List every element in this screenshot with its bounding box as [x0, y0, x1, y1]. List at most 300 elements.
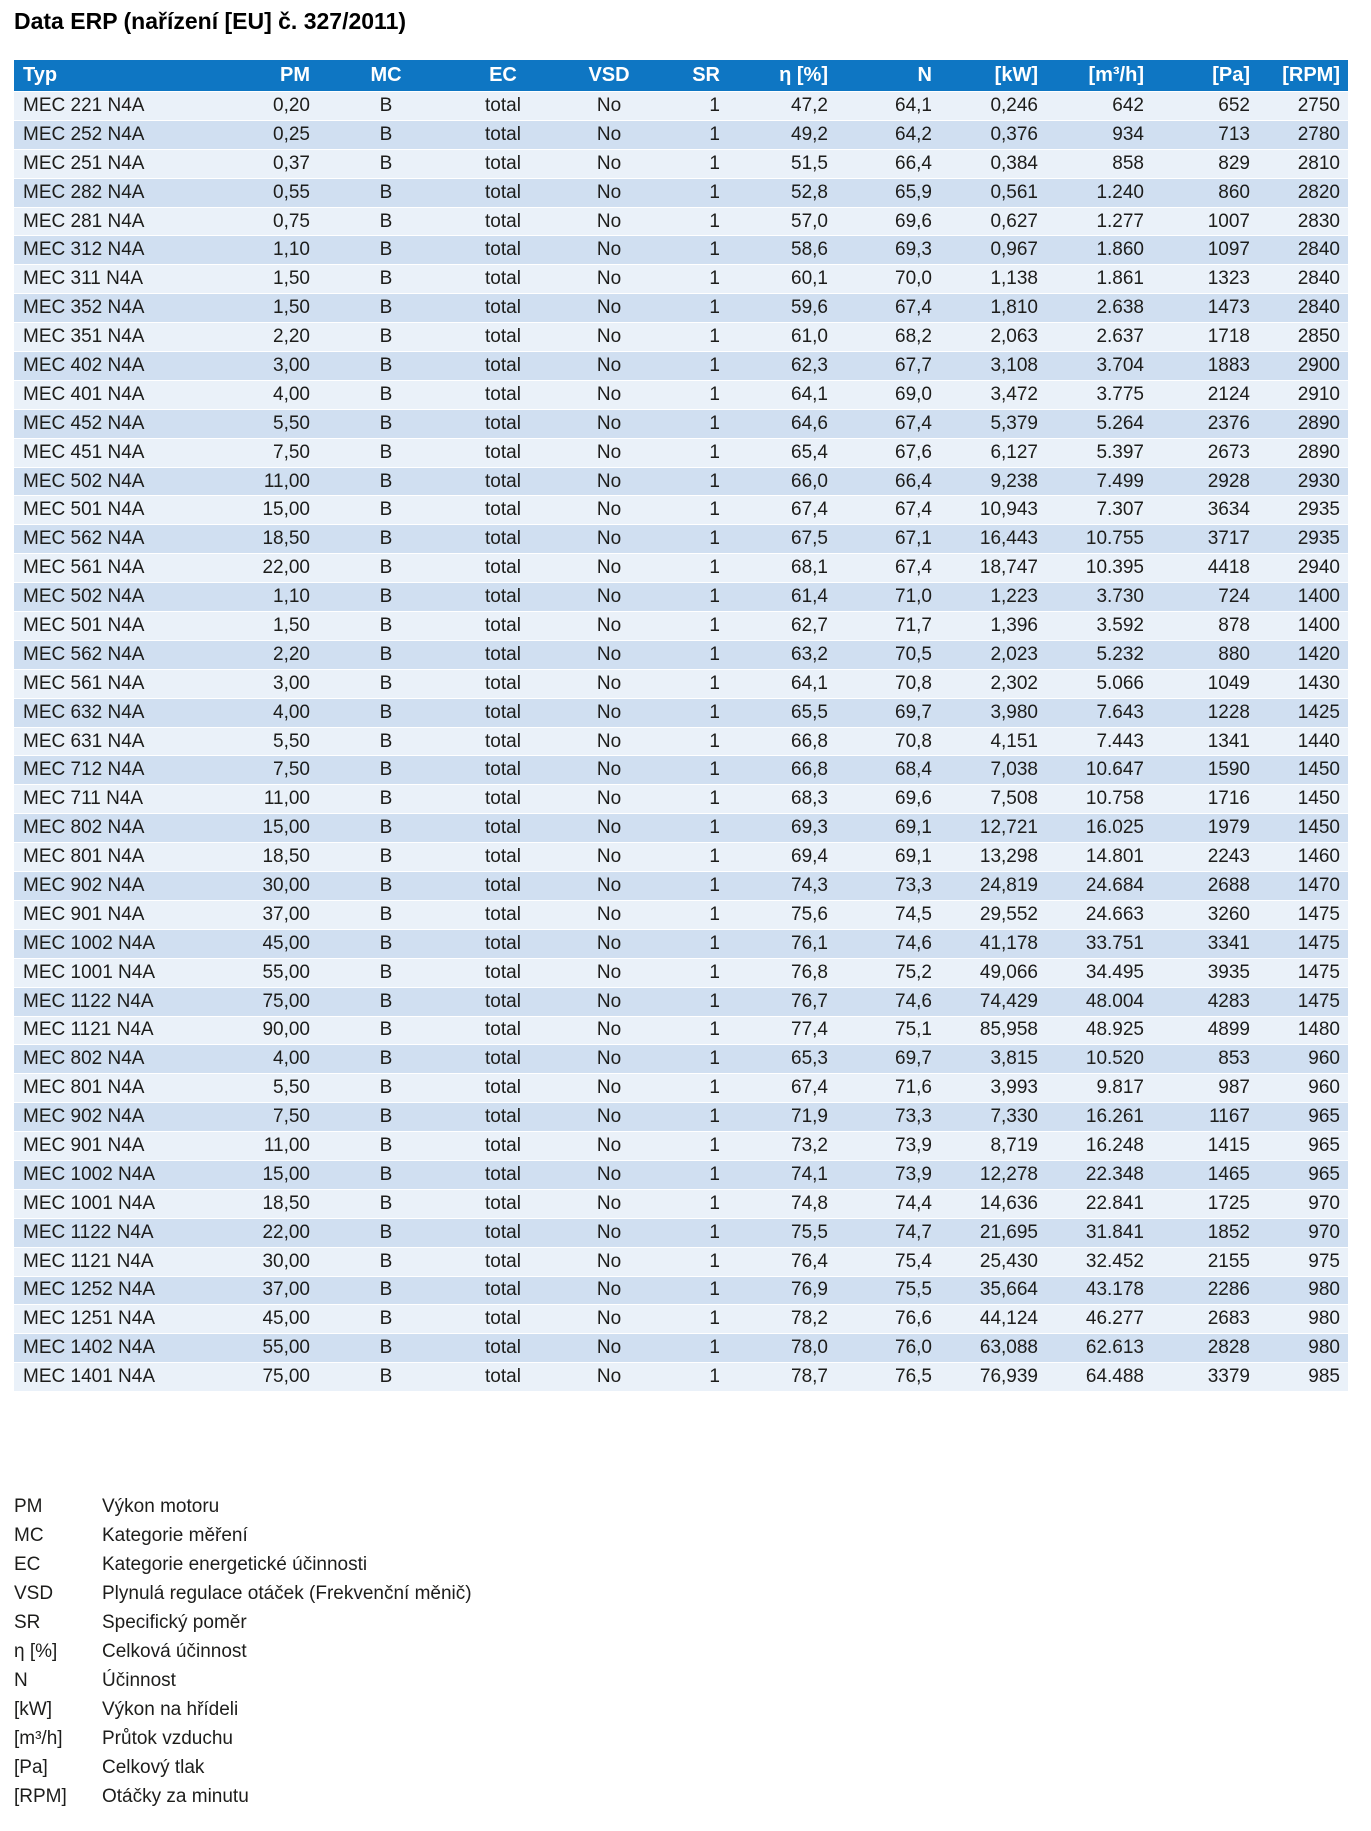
cell-eta: 47,2	[730, 92, 838, 121]
cell-ec: total	[452, 641, 554, 670]
column-header-rpm: [RPM]	[1260, 60, 1348, 92]
cell-sr: 1	[664, 150, 730, 179]
cell-rpm: 980	[1260, 1305, 1348, 1334]
cell-pa: 878	[1154, 612, 1260, 641]
table-row	[14, 814, 1348, 843]
cell-mc: B	[320, 1277, 452, 1306]
cell-n: 75,5	[838, 1277, 942, 1306]
cell-kw: 1,223	[942, 583, 1048, 612]
cell-n: 76,0	[838, 1334, 942, 1363]
cell-eta: 66,0	[730, 468, 838, 497]
cell-m3h: 16.261	[1048, 1103, 1154, 1132]
cell-pa: 853	[1154, 1045, 1260, 1074]
cell-kw: 8,719	[942, 1132, 1048, 1161]
cell-vsd: No	[554, 843, 664, 872]
cell-m3h: 10.755	[1048, 525, 1154, 554]
cell-n: 74,4	[838, 1190, 942, 1219]
legend-description: Specifický poměr	[102, 1611, 247, 1633]
table-row	[14, 959, 1348, 988]
cell-vsd: No	[554, 872, 664, 901]
cell-pm: 18,50	[230, 525, 320, 554]
cell-sr: 1	[664, 323, 730, 352]
cell-n: 74,6	[838, 988, 942, 1017]
cell-ec: total	[452, 1248, 554, 1277]
cell-pa: 1590	[1154, 756, 1260, 785]
cell-m3h: 16.248	[1048, 1132, 1154, 1161]
cell-m3h: 48.004	[1048, 988, 1154, 1017]
cell-pm: 37,00	[230, 901, 320, 930]
legend-abbr: [RPM]	[14, 1785, 67, 1807]
cell-typ: MEC 351 N4A	[14, 323, 230, 352]
cell-vsd: No	[554, 381, 664, 410]
cell-vsd: No	[554, 670, 664, 699]
cell-rpm: 1420	[1260, 641, 1348, 670]
cell-eta: 73,2	[730, 1132, 838, 1161]
cell-typ: MEC 1121 N4A	[14, 1017, 230, 1046]
cell-typ: MEC 311 N4A	[14, 265, 230, 294]
cell-ec: total	[452, 843, 554, 872]
cell-mc: B	[320, 208, 452, 237]
cell-pa: 1415	[1154, 1132, 1260, 1161]
cell-vsd: No	[554, 236, 664, 265]
cell-pa: 1979	[1154, 814, 1260, 843]
table-row	[14, 1017, 1348, 1046]
cell-kw: 3,108	[942, 352, 1048, 381]
cell-eta: 76,4	[730, 1248, 838, 1277]
cell-ec: total	[452, 323, 554, 352]
cell-rpm: 985	[1260, 1363, 1348, 1392]
cell-m3h: 34.495	[1048, 959, 1154, 988]
cell-pm: 1,10	[230, 236, 320, 265]
column-header-typ: Typ	[14, 60, 230, 92]
cell-n: 69,1	[838, 814, 942, 843]
cell-mc: B	[320, 179, 452, 208]
table-row	[14, 1045, 1348, 1074]
legend-item	[14, 1782, 472, 1811]
cell-vsd: No	[554, 641, 664, 670]
cell-typ: MEC 402 N4A	[14, 352, 230, 381]
cell-m3h: 33.751	[1048, 930, 1154, 959]
cell-kw: 85,958	[942, 1017, 1048, 1046]
cell-sr: 1	[664, 872, 730, 901]
cell-ec: total	[452, 901, 554, 930]
cell-mc: B	[320, 496, 452, 525]
cell-rpm: 1475	[1260, 930, 1348, 959]
cell-rpm: 975	[1260, 1248, 1348, 1277]
cell-kw: 14,636	[942, 1190, 1048, 1219]
cell-pa: 3717	[1154, 525, 1260, 554]
cell-typ: MEC 712 N4A	[14, 756, 230, 785]
cell-kw: 10,943	[942, 496, 1048, 525]
cell-eta: 71,9	[730, 1103, 838, 1132]
cell-eta: 49,2	[730, 121, 838, 150]
cell-kw: 13,298	[942, 843, 1048, 872]
cell-pm: 1,50	[230, 612, 320, 641]
cell-sr: 1	[664, 208, 730, 237]
cell-m3h: 1.860	[1048, 236, 1154, 265]
table-row	[14, 1363, 1348, 1392]
cell-pm: 75,00	[230, 1363, 320, 1392]
cell-n: 70,8	[838, 670, 942, 699]
cell-kw: 74,429	[942, 988, 1048, 1017]
cell-mc: B	[320, 728, 452, 757]
cell-kw: 63,088	[942, 1334, 1048, 1363]
cell-vsd: No	[554, 92, 664, 121]
cell-pm: 1,10	[230, 583, 320, 612]
cell-vsd: No	[554, 265, 664, 294]
cell-ec: total	[452, 294, 554, 323]
cell-typ: MEC 282 N4A	[14, 179, 230, 208]
cell-m3h: 3.730	[1048, 583, 1154, 612]
cell-pm: 4,00	[230, 699, 320, 728]
cell-eta: 76,1	[730, 930, 838, 959]
cell-typ: MEC 1401 N4A	[14, 1363, 230, 1392]
cell-typ: MEC 281 N4A	[14, 208, 230, 237]
cell-kw: 2,063	[942, 323, 1048, 352]
cell-ec: total	[452, 265, 554, 294]
cell-pa: 2155	[1154, 1248, 1260, 1277]
cell-m3h: 7.643	[1048, 699, 1154, 728]
cell-mc: B	[320, 843, 452, 872]
cell-eta: 64,1	[730, 670, 838, 699]
cell-sr: 1	[664, 554, 730, 583]
cell-typ: MEC 502 N4A	[14, 583, 230, 612]
cell-sr: 1	[664, 641, 730, 670]
cell-pa: 1465	[1154, 1161, 1260, 1190]
cell-mc: B	[320, 236, 452, 265]
legend-item	[14, 1753, 472, 1782]
cell-pm: 5,50	[230, 728, 320, 757]
cell-kw: 24,819	[942, 872, 1048, 901]
cell-vsd: No	[554, 496, 664, 525]
cell-typ: MEC 1402 N4A	[14, 1334, 230, 1363]
table-row	[14, 554, 1348, 583]
cell-n: 71,7	[838, 612, 942, 641]
cell-eta: 65,3	[730, 1045, 838, 1074]
cell-rpm: 970	[1260, 1219, 1348, 1248]
cell-pa: 1097	[1154, 236, 1260, 265]
cell-eta: 67,5	[730, 525, 838, 554]
legend-item	[14, 1608, 472, 1637]
page-title: Data ERP (nařízení [EU] č. 327/2011)	[14, 8, 407, 34]
cell-vsd: No	[554, 814, 664, 843]
cell-m3h: 858	[1048, 150, 1154, 179]
cell-vsd: No	[554, 1103, 664, 1132]
cell-sr: 1	[664, 1248, 730, 1277]
cell-vsd: No	[554, 728, 664, 757]
cell-eta: 78,7	[730, 1363, 838, 1392]
cell-pa: 713	[1154, 121, 1260, 150]
cell-pm: 2,20	[230, 323, 320, 352]
cell-sr: 1	[664, 236, 730, 265]
cell-rpm: 1450	[1260, 785, 1348, 814]
cell-pm: 75,00	[230, 988, 320, 1017]
cell-pa: 1228	[1154, 699, 1260, 728]
cell-ec: total	[452, 236, 554, 265]
cell-rpm: 2810	[1260, 150, 1348, 179]
cell-rpm: 965	[1260, 1161, 1348, 1190]
cell-pm: 18,50	[230, 1190, 320, 1219]
table-row	[14, 352, 1348, 381]
cell-m3h: 1.240	[1048, 179, 1154, 208]
cell-pa: 1883	[1154, 352, 1260, 381]
cell-eta: 76,9	[730, 1277, 838, 1306]
cell-eta: 62,7	[730, 612, 838, 641]
cell-n: 73,3	[838, 1103, 942, 1132]
cell-n: 64,2	[838, 121, 942, 150]
cell-pm: 0,37	[230, 150, 320, 179]
table-row	[14, 179, 1348, 208]
cell-pa: 2243	[1154, 843, 1260, 872]
cell-eta: 74,3	[730, 872, 838, 901]
cell-m3h: 48.925	[1048, 1017, 1154, 1046]
cell-pa: 1852	[1154, 1219, 1260, 1248]
table-header-row	[14, 60, 1348, 92]
cell-vsd: No	[554, 699, 664, 728]
cell-mc: B	[320, 352, 452, 381]
cell-ec: total	[452, 1132, 554, 1161]
abbreviation-legend	[14, 1492, 472, 1811]
cell-mc: B	[320, 670, 452, 699]
cell-mc: B	[320, 525, 452, 554]
cell-vsd: No	[554, 294, 664, 323]
cell-ec: total	[452, 756, 554, 785]
cell-typ: MEC 1002 N4A	[14, 1161, 230, 1190]
cell-rpm: 970	[1260, 1190, 1348, 1219]
cell-mc: B	[320, 699, 452, 728]
cell-rpm: 2910	[1260, 381, 1348, 410]
cell-mc: B	[320, 641, 452, 670]
cell-ec: total	[452, 959, 554, 988]
table-row	[14, 988, 1348, 1017]
cell-sr: 1	[664, 728, 730, 757]
cell-pm: 22,00	[230, 554, 320, 583]
cell-rpm: 2840	[1260, 265, 1348, 294]
cell-eta: 51,5	[730, 150, 838, 179]
cell-pa: 4418	[1154, 554, 1260, 583]
cell-mc: B	[320, 468, 452, 497]
cell-kw: 2,302	[942, 670, 1048, 699]
cell-typ: MEC 901 N4A	[14, 901, 230, 930]
cell-rpm: 965	[1260, 1103, 1348, 1132]
cell-typ: MEC 631 N4A	[14, 728, 230, 757]
cell-ec: total	[452, 1045, 554, 1074]
cell-pm: 0,75	[230, 208, 320, 237]
cell-rpm: 2820	[1260, 179, 1348, 208]
cell-typ: MEC 901 N4A	[14, 1132, 230, 1161]
cell-ec: total	[452, 1277, 554, 1306]
cell-typ: MEC 802 N4A	[14, 814, 230, 843]
cell-sr: 1	[664, 1277, 730, 1306]
legend-description: Výkon na hřídeli	[102, 1698, 239, 1720]
cell-n: 74,7	[838, 1219, 942, 1248]
cell-eta: 59,6	[730, 294, 838, 323]
cell-ec: total	[452, 150, 554, 179]
cell-m3h: 2.638	[1048, 294, 1154, 323]
cell-vsd: No	[554, 1277, 664, 1306]
cell-pa: 2376	[1154, 410, 1260, 439]
legend-item	[14, 1666, 472, 1695]
cell-pm: 0,20	[230, 92, 320, 121]
cell-pa: 1473	[1154, 294, 1260, 323]
cell-rpm: 2935	[1260, 496, 1348, 525]
cell-typ: MEC 561 N4A	[14, 554, 230, 583]
cell-eta: 60,1	[730, 265, 838, 294]
cell-pm: 3,00	[230, 670, 320, 699]
cell-rpm: 960	[1260, 1074, 1348, 1103]
table-row	[14, 1103, 1348, 1132]
cell-pa: 880	[1154, 641, 1260, 670]
cell-vsd: No	[554, 1334, 664, 1363]
cell-sr: 1	[664, 1219, 730, 1248]
cell-mc: B	[320, 1103, 452, 1132]
cell-pa: 2673	[1154, 439, 1260, 468]
cell-mc: B	[320, 901, 452, 930]
cell-kw: 25,430	[942, 1248, 1048, 1277]
cell-rpm: 2840	[1260, 236, 1348, 265]
cell-pm: 55,00	[230, 1334, 320, 1363]
cell-kw: 0,561	[942, 179, 1048, 208]
cell-kw: 4,151	[942, 728, 1048, 757]
cell-mc: B	[320, 265, 452, 294]
table-row	[14, 265, 1348, 294]
cell-sr: 1	[664, 1334, 730, 1363]
cell-pa: 2828	[1154, 1334, 1260, 1363]
cell-pm: 11,00	[230, 785, 320, 814]
cell-mc: B	[320, 1219, 452, 1248]
cell-eta: 61,0	[730, 323, 838, 352]
cell-pm: 7,50	[230, 1103, 320, 1132]
legend-description: Výkon motoru	[102, 1495, 220, 1517]
cell-ec: total	[452, 381, 554, 410]
cell-vsd: No	[554, 1219, 664, 1248]
cell-ec: total	[452, 352, 554, 381]
cell-n: 67,4	[838, 554, 942, 583]
cell-kw: 44,124	[942, 1305, 1048, 1334]
cell-kw: 12,721	[942, 814, 1048, 843]
cell-rpm: 1425	[1260, 699, 1348, 728]
cell-m3h: 32.452	[1048, 1248, 1154, 1277]
table-row	[14, 1277, 1348, 1306]
cell-sr: 1	[664, 988, 730, 1017]
cell-rpm: 2900	[1260, 352, 1348, 381]
cell-rpm: 1450	[1260, 756, 1348, 785]
cell-typ: MEC 801 N4A	[14, 1074, 230, 1103]
cell-sr: 1	[664, 121, 730, 150]
legend-item	[14, 1492, 472, 1521]
table-row	[14, 410, 1348, 439]
cell-n: 69,7	[838, 1045, 942, 1074]
cell-pa: 1716	[1154, 785, 1260, 814]
cell-sr: 1	[664, 756, 730, 785]
table-row	[14, 612, 1348, 641]
legend-abbr: [m³/h]	[14, 1727, 63, 1749]
cell-mc: B	[320, 1161, 452, 1190]
cell-ec: total	[452, 554, 554, 583]
cell-kw: 76,939	[942, 1363, 1048, 1392]
cell-kw: 0,376	[942, 121, 1048, 150]
cell-sr: 1	[664, 468, 730, 497]
cell-pa: 2688	[1154, 872, 1260, 901]
cell-mc: B	[320, 1363, 452, 1392]
cell-pa: 1341	[1154, 728, 1260, 757]
cell-sr: 1	[664, 814, 730, 843]
cell-typ: MEC 711 N4A	[14, 785, 230, 814]
cell-m3h: 64.488	[1048, 1363, 1154, 1392]
cell-ec: total	[452, 92, 554, 121]
cell-mc: B	[320, 583, 452, 612]
cell-kw: 18,747	[942, 554, 1048, 583]
cell-kw: 7,330	[942, 1103, 1048, 1132]
cell-pa: 1167	[1154, 1103, 1260, 1132]
cell-pm: 5,50	[230, 1074, 320, 1103]
cell-ec: total	[452, 439, 554, 468]
table-body	[14, 92, 1348, 1392]
cell-pm: 3,00	[230, 352, 320, 381]
cell-typ: MEC 562 N4A	[14, 525, 230, 554]
column-header-pa: [Pa]	[1154, 60, 1260, 92]
cell-vsd: No	[554, 1305, 664, 1334]
cell-m3h: 7.499	[1048, 468, 1154, 497]
cell-m3h: 5.264	[1048, 410, 1154, 439]
cell-eta: 52,8	[730, 179, 838, 208]
cell-ec: total	[452, 208, 554, 237]
legend-description: Celková účinnost	[102, 1640, 247, 1662]
cell-n: 67,6	[838, 439, 942, 468]
cell-eta: 67,4	[730, 1074, 838, 1103]
table-row	[14, 150, 1348, 179]
cell-n: 64,1	[838, 92, 942, 121]
cell-mc: B	[320, 1017, 452, 1046]
cell-pa: 1323	[1154, 265, 1260, 294]
cell-sr: 1	[664, 294, 730, 323]
table-row	[14, 236, 1348, 265]
cell-vsd: No	[554, 121, 664, 150]
cell-eta: 74,8	[730, 1190, 838, 1219]
table-row	[14, 1161, 1348, 1190]
cell-typ: MEC 352 N4A	[14, 294, 230, 323]
cell-n: 69,1	[838, 843, 942, 872]
cell-m3h: 14.801	[1048, 843, 1154, 872]
legend-abbr: [kW]	[14, 1698, 52, 1720]
cell-kw: 7,508	[942, 785, 1048, 814]
cell-m3h: 7.443	[1048, 728, 1154, 757]
cell-eta: 74,1	[730, 1161, 838, 1190]
legend-abbr: EC	[14, 1553, 41, 1575]
erp-data-table	[14, 60, 1348, 1392]
cell-m3h: 10.520	[1048, 1045, 1154, 1074]
cell-rpm: 1400	[1260, 612, 1348, 641]
cell-rpm: 2890	[1260, 439, 1348, 468]
cell-rpm: 2840	[1260, 294, 1348, 323]
column-header-vsd: VSD	[554, 60, 664, 92]
cell-rpm: 1400	[1260, 583, 1348, 612]
cell-pa: 724	[1154, 583, 1260, 612]
cell-vsd: No	[554, 1363, 664, 1392]
cell-sr: 1	[664, 843, 730, 872]
cell-m3h: 2.637	[1048, 323, 1154, 352]
cell-rpm: 980	[1260, 1334, 1348, 1363]
cell-ec: total	[452, 814, 554, 843]
cell-rpm: 2830	[1260, 208, 1348, 237]
cell-sr: 1	[664, 785, 730, 814]
cell-eta: 66,8	[730, 756, 838, 785]
cell-kw: 9,238	[942, 468, 1048, 497]
cell-sr: 1	[664, 1132, 730, 1161]
cell-kw: 2,023	[942, 641, 1048, 670]
cell-typ: MEC 1252 N4A	[14, 1277, 230, 1306]
cell-pa: 2928	[1154, 468, 1260, 497]
